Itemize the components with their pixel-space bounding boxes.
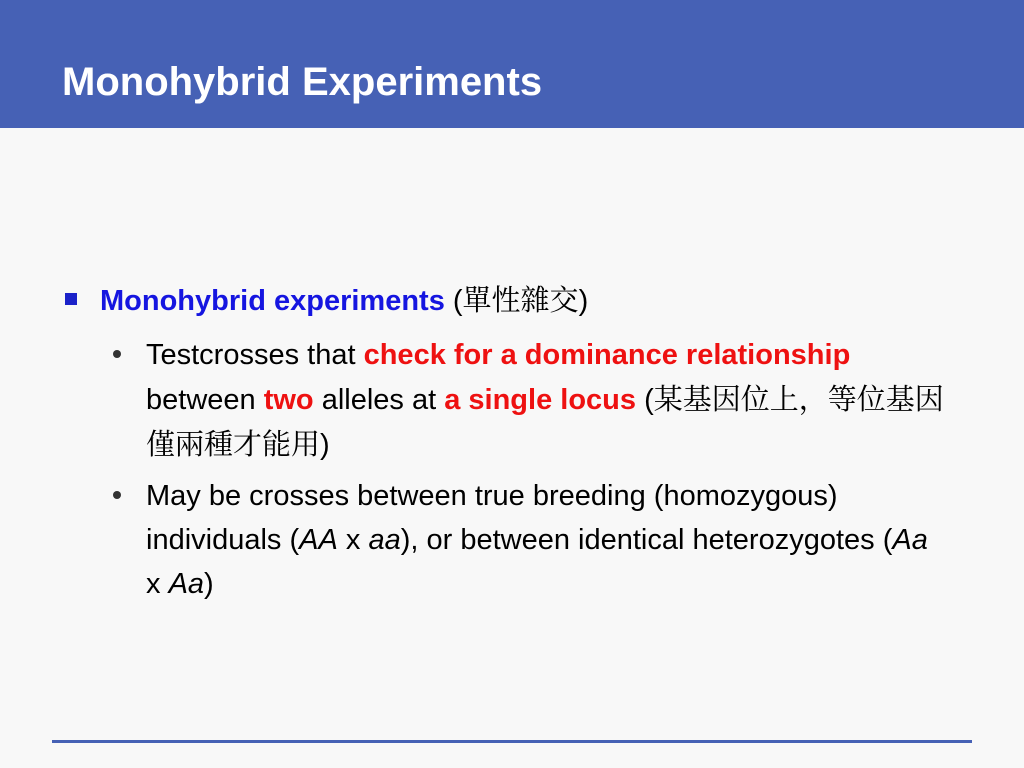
paren-open-2: ( [636,384,654,416]
genotype-AA: AA [299,524,338,556]
paren-close-2: ) [320,429,330,461]
highlight-single-locus: a single locus [444,384,637,416]
slide-title: Monohybrid Experiments [62,60,543,104]
dot-bullet-icon [113,491,121,499]
text-alleles: alleles at [313,384,445,416]
square-bullet-icon [65,293,77,305]
cjk-term: 單性雜交 [462,283,579,317]
genotype-Aa-2: Aa [168,568,205,600]
text-between: between [146,384,264,416]
highlight-dominance: check for a dominance relationship [363,339,851,371]
paren-close-3: ) [204,568,214,600]
footer-divider [52,740,972,743]
text-x: x [337,524,369,556]
genotype-Aa-1: Aa [892,524,928,556]
bullet-monohybrid [100,278,980,323]
highlight-two: two [263,384,314,416]
text-crosses: May be crosses between true breeding (homozygous) individuals ( [146,480,838,556]
paren-open: ( [444,285,463,317]
dot-bullet-icon [113,350,121,358]
text-x-2: x [146,568,169,600]
sub-bullet-testcrosses [146,333,946,467]
text-heterozygotes: ), or between identical heterozygotes ( [400,524,893,556]
title-bar [0,0,1024,128]
cjk-explanation: 某基因位上，等位基因僅兩種才能用 [146,382,944,461]
sub-bullet-crosses [146,474,946,606]
genotype-aa: aa [368,524,401,556]
term-monohybrid: Monohybrid experiments [100,285,445,317]
paren-close: ) [578,285,589,317]
text-testcrosses: Testcrosses that [146,339,364,371]
